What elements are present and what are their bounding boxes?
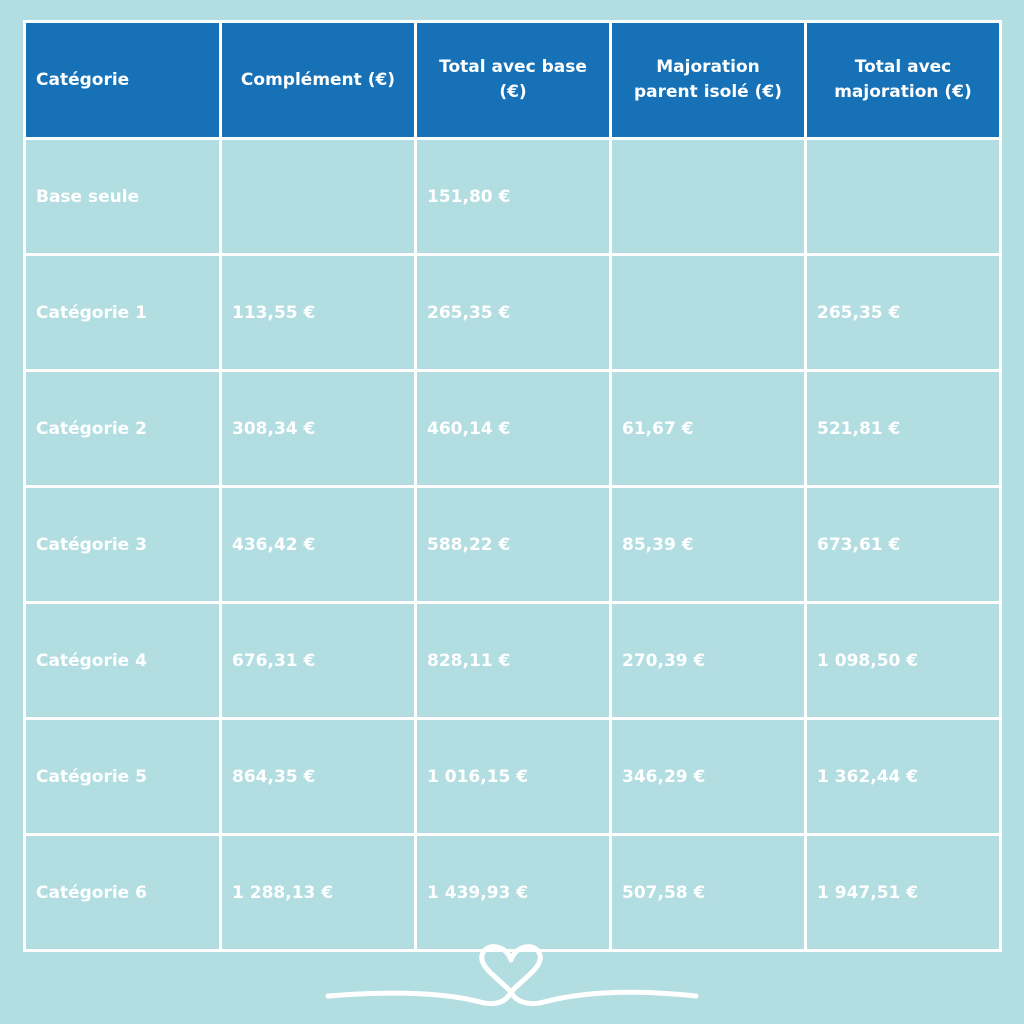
cell-complement: 1 288,13 € xyxy=(221,835,416,951)
cell-total-with-increase: 1 362,44 € xyxy=(806,719,1001,835)
header-single-parent-increase: Majoration parent isolé (€) xyxy=(611,22,806,139)
cell-category: Base seule xyxy=(25,139,221,255)
cell-complement: 864,35 € xyxy=(221,719,416,835)
cell-category: Catégorie 6 xyxy=(25,835,221,951)
cell-category: Catégorie 1 xyxy=(25,255,221,371)
cell-complement xyxy=(221,139,416,255)
cell-single-parent-increase xyxy=(611,139,806,255)
cell-single-parent-increase: 270,39 € xyxy=(611,603,806,719)
cell-single-parent-increase: 61,67 € xyxy=(611,371,806,487)
cell-category: Catégorie 4 xyxy=(25,603,221,719)
cell-total-with-base: 265,35 € xyxy=(416,255,611,371)
table-row xyxy=(25,139,1001,255)
table-row xyxy=(25,371,1001,487)
cell-total-with-base: 588,22 € xyxy=(416,487,611,603)
cell-total-with-increase: 521,81 € xyxy=(806,371,1001,487)
cell-total-with-increase xyxy=(806,139,1001,255)
header-category: Catégorie xyxy=(25,22,221,139)
cell-complement: 676,31 € xyxy=(221,603,416,719)
cell-total-with-increase: 265,35 € xyxy=(806,255,1001,371)
header-total-with-increase: Total avec majoration (€) xyxy=(806,22,1001,139)
header-total-with-base: Total avec base (€) xyxy=(416,22,611,139)
table-row xyxy=(25,719,1001,835)
cell-category: Catégorie 5 xyxy=(25,719,221,835)
cell-total-with-base: 1 439,93 € xyxy=(416,835,611,951)
cell-single-parent-increase xyxy=(611,255,806,371)
heart-swirl-icon xyxy=(0,940,1024,1024)
allowance-table xyxy=(23,20,1002,952)
cell-total-with-base: 460,14 € xyxy=(416,371,611,487)
cell-total-with-base: 1 016,15 € xyxy=(416,719,611,835)
cell-single-parent-increase: 507,58 € xyxy=(611,835,806,951)
cell-total-with-base: 151,80 € xyxy=(416,139,611,255)
cell-category: Catégorie 2 xyxy=(25,371,221,487)
table-header-row xyxy=(25,22,1001,139)
table-row xyxy=(25,487,1001,603)
cell-complement: 436,42 € xyxy=(221,487,416,603)
cell-single-parent-increase: 85,39 € xyxy=(611,487,806,603)
cell-complement: 113,55 € xyxy=(221,255,416,371)
table-row xyxy=(25,835,1001,951)
table-row xyxy=(25,603,1001,719)
table-row xyxy=(25,255,1001,371)
cell-single-parent-increase: 346,29 € xyxy=(611,719,806,835)
cell-total-with-base: 828,11 € xyxy=(416,603,611,719)
cell-complement: 308,34 € xyxy=(221,371,416,487)
cell-total-with-increase: 1 947,51 € xyxy=(806,835,1001,951)
header-complement: Complément (€) xyxy=(221,22,416,139)
cell-total-with-increase: 1 098,50 € xyxy=(806,603,1001,719)
cell-total-with-increase: 673,61 € xyxy=(806,487,1001,603)
cell-category: Catégorie 3 xyxy=(25,487,221,603)
